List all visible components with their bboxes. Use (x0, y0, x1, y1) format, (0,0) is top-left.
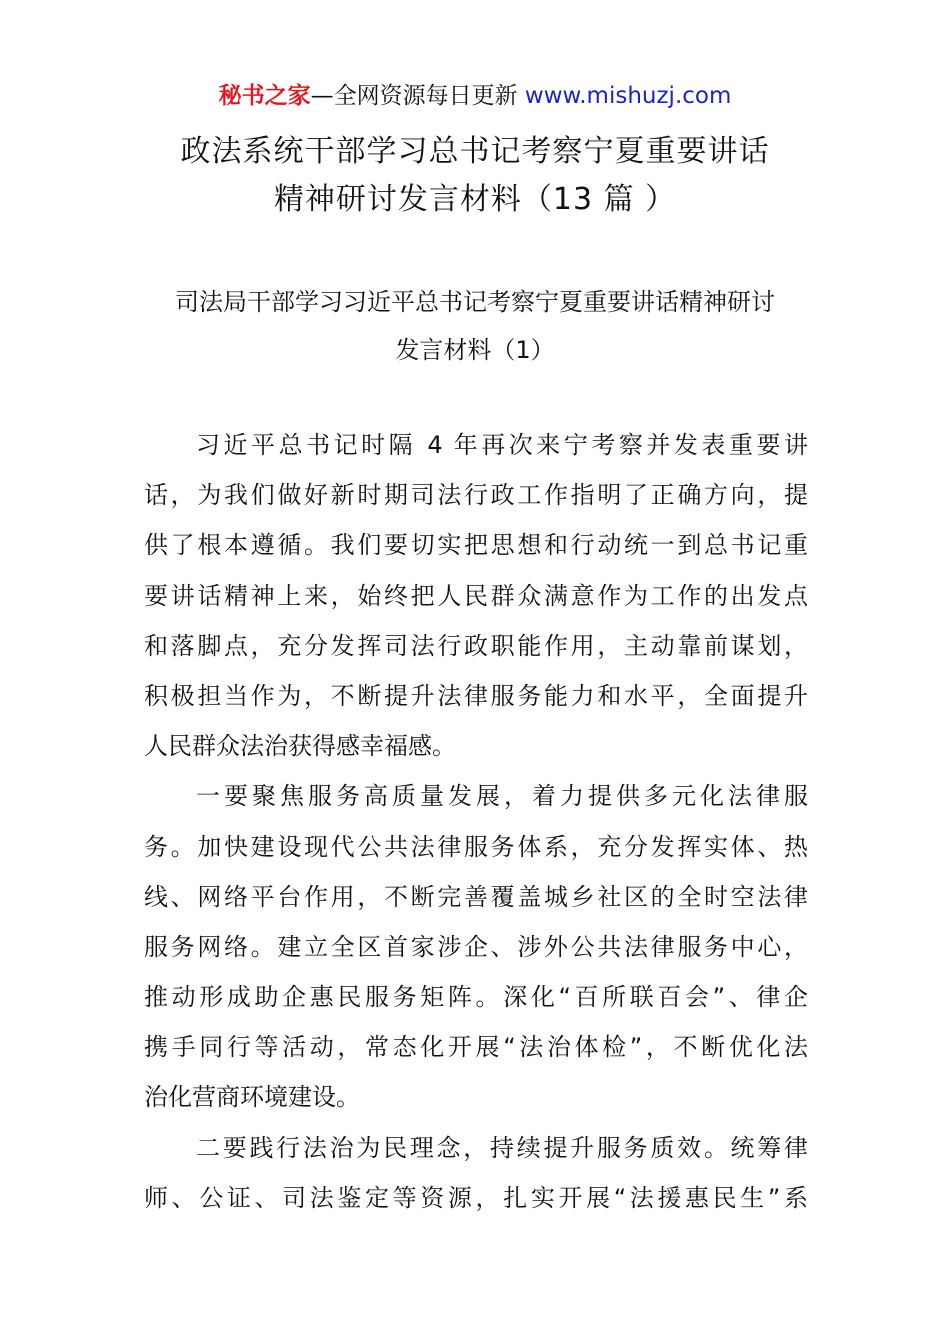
paragraph-1-line: 积极担当作为，不断提升法律服务能力和水平，全面提升 (144, 681, 808, 710)
watermark-slogan: —全网资源每日更新 (310, 83, 525, 109)
paragraph-1-line: 要讲话精神上来，始终把人民群众满意作为工作的出发点 (144, 581, 808, 610)
paragraph-1-line: 话，为我们做好新时期司法行政工作指明了正确方向，提 (144, 481, 808, 510)
paragraph-1-line: 供了根本遵循。我们要切实把思想和行动统一到总书记重 (144, 531, 808, 560)
paragraph-1-line: 和落脚点，充分发挥司法行政职能作用，主动靠前谋划， (144, 631, 808, 660)
watermark-brand: 秘书之家 (218, 83, 311, 109)
paragraph-2-line: 携手同行等活动，常态化开展“法治体检”，不断优化法 (144, 1033, 808, 1062)
document-title (0, 128, 950, 224)
section-title-line-1: 司法局干部学习习近平总书记考察宁夏重要讲话精神研讨 (175, 288, 775, 316)
paragraph-3-line: 二要践行法治为民理念，持续提升服务质效。统筹律 (196, 1133, 808, 1162)
document-title-line-1: 政法系统干部学习总书记考察宁夏重要讲话 (180, 134, 770, 169)
paragraph-1-line: 习近平总书记时隔 4 年再次来宁考察并发表重要讲 (196, 431, 808, 459)
body-text (144, 420, 808, 1223)
document-title-line-2: 精神研讨发言材料（13 篇 ） (273, 182, 677, 217)
watermark-url[interactable]: www.mishuzj.com (524, 83, 732, 109)
paragraph-3-line: 师、公证、司法鉴定等资源，扎实开展“法援惠民生”系 (144, 1183, 808, 1212)
paragraph-2-line: 推动形成助企惠民服务矩阵。深化“百所联百会”、律企 (144, 983, 808, 1012)
paragraph-2-line: 一要聚焦服务高质量发展，着力提供多元化法律服 (196, 782, 808, 811)
section-title-line-2: 发言材料（1） (395, 336, 555, 364)
paragraph-2-line: 治化营商环境建设。 (144, 1083, 360, 1112)
paragraph-2-line: 务。加快建设现代公共法律服务体系，充分发挥实体、热 (144, 832, 808, 861)
paragraph-1-line: 人民群众法治获得感幸福感。 (144, 732, 456, 761)
paragraph-2-line: 线、网络平台作用，不断完善覆盖城乡社区的全时空法律 (144, 882, 808, 911)
paragraph-2-line: 服务网络。建立全区首家涉企、涉外公共法律服务中心， (144, 932, 808, 961)
site-watermark (0, 80, 950, 112)
section-title (0, 278, 950, 374)
